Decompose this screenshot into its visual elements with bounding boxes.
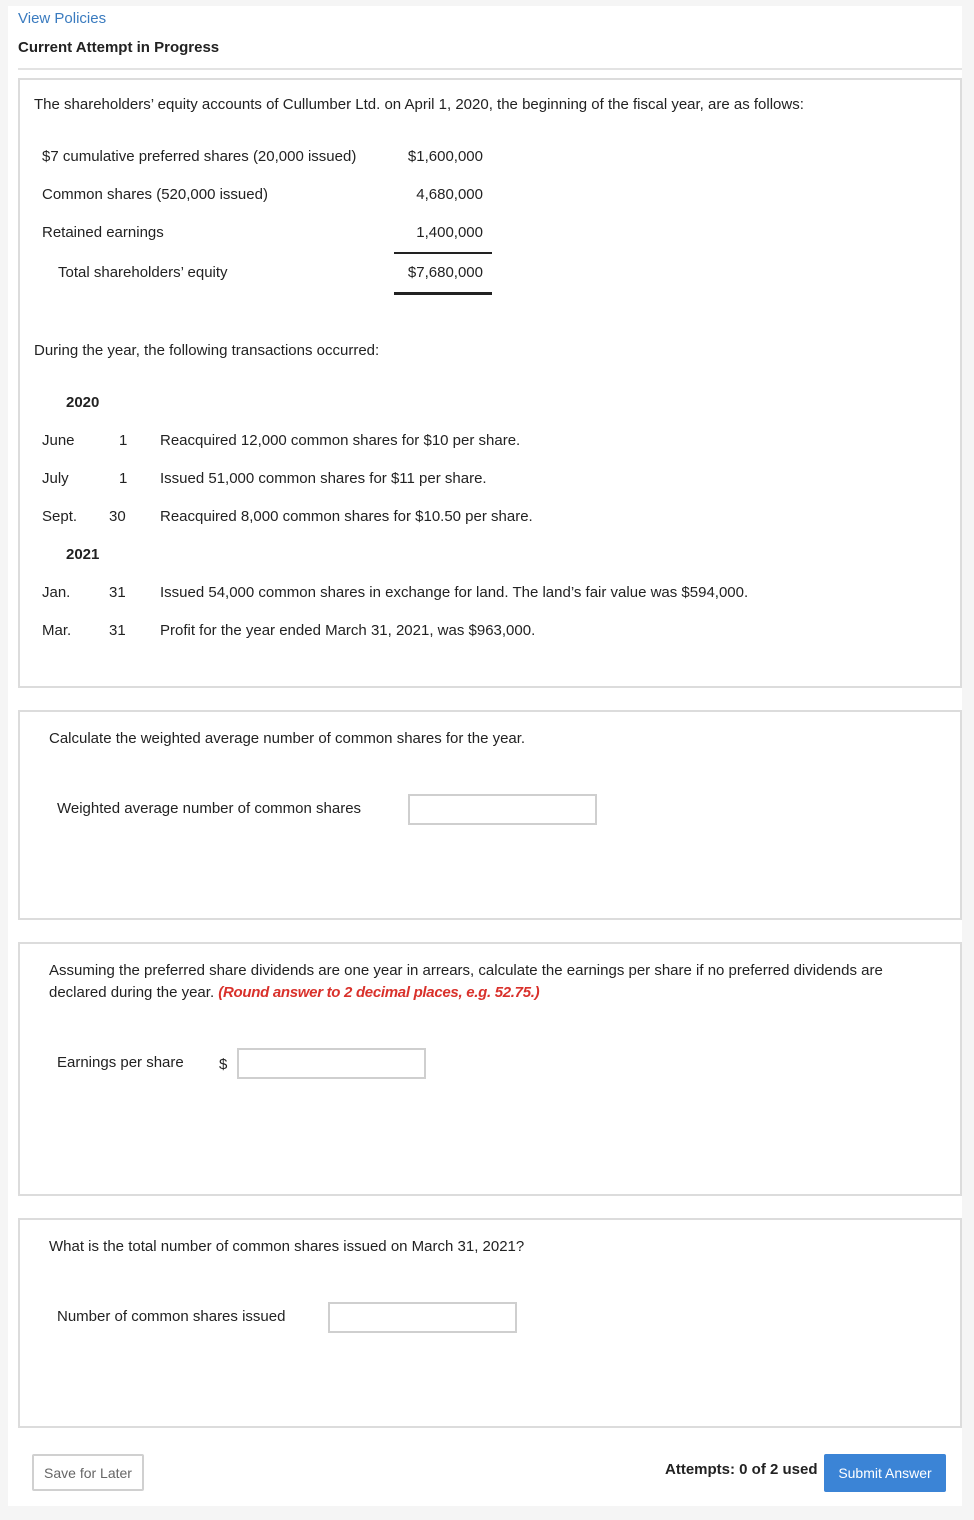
transaction-text: Issued 51,000 common shares for $11 per share. xyxy=(160,470,487,487)
transaction-day: 30 xyxy=(109,508,126,525)
year-heading: 2021 xyxy=(66,546,100,563)
equity-row-amount: 1,400,000 xyxy=(416,224,483,241)
earnings-per-share-input[interactable] xyxy=(237,1048,426,1079)
question-1-card xyxy=(18,710,962,920)
currency-symbol: $ xyxy=(219,1056,228,1073)
year-heading: 2020 xyxy=(66,394,100,411)
equity-row-amount: $1,600,000 xyxy=(407,148,483,165)
transactions-intro: During the year, the following transactions occurred: xyxy=(34,342,380,359)
equity-row-label: $7 cumulative preferred shares (20,000 issued) xyxy=(42,148,357,165)
question-3-text: What is the total number of common shares issued on March 31, 2021? xyxy=(49,1238,525,1255)
equity-total-label: Total shareholders’ equity xyxy=(58,264,228,281)
equity-row-label: Retained earnings xyxy=(42,224,164,241)
transaction-text: Reacquired 8,000 common shares for $10.50 per share. xyxy=(160,508,533,525)
equity-row-amount: 4,680,000 xyxy=(416,186,483,203)
equity-total-amount: $7,680,000 xyxy=(407,264,483,281)
subtotal-rule xyxy=(394,252,492,254)
transaction-month: Mar. xyxy=(42,622,72,639)
rounding-note: (Round answer to 2 decimal places, e.g. 52.75.) xyxy=(218,984,540,1001)
submit-answer-button[interactable]: Submit Answer xyxy=(824,1454,946,1492)
transaction-text: Issued 54,000 common shares in exchange for land. The land’s fair value was $594,000. xyxy=(160,584,749,601)
transaction-day: 31 xyxy=(109,622,126,639)
transaction-month: July xyxy=(42,470,69,487)
divider xyxy=(18,68,962,70)
transaction-text: Reacquired 12,000 common shares for $10 per share. xyxy=(160,432,521,449)
question-2-text-line2 xyxy=(49,984,539,1001)
question-2-text-line2-start: declared during the year. xyxy=(49,984,215,1001)
attempt-status: Current Attempt in Progress xyxy=(18,39,220,56)
problem-card xyxy=(18,78,962,688)
question-2-card xyxy=(18,942,962,1196)
weighted-average-label: Weighted average number of common shares xyxy=(57,800,362,817)
transaction-month: Jan. xyxy=(42,584,71,601)
equity-row-label: Common shares (520,000 issued) xyxy=(42,186,268,203)
transaction-day: 31 xyxy=(109,584,126,601)
transaction-month: Sept. xyxy=(42,508,78,525)
total-double-rule xyxy=(394,292,492,295)
transaction-text: Profit for the year ended March 31, 2021, was $963,000. xyxy=(160,622,536,639)
common-shares-issued-label: Number of common shares issued xyxy=(57,1308,286,1325)
transaction-month: June xyxy=(42,432,75,449)
question-1-text: Calculate the weighted average number of common shares for the year. xyxy=(49,730,526,747)
transaction-day: 1 xyxy=(119,470,128,487)
view-policies-link[interactable]: View Policies xyxy=(18,10,107,27)
question-3-card xyxy=(18,1218,962,1428)
common-shares-issued-input[interactable] xyxy=(328,1302,517,1333)
earnings-per-share-label: Earnings per share xyxy=(57,1054,184,1071)
attempts-counter: Attempts: 0 of 2 used xyxy=(665,1461,818,1478)
save-for-later-button[interactable]: Save for Later xyxy=(32,1454,144,1491)
problem-intro: The shareholders’ equity accounts of Cullumber Ltd. on April 1, 2020, the beginning of the fiscal year, are as follows: xyxy=(34,96,804,113)
question-2-text: Assuming the preferred share dividends are one year in arrears, calculate the earnings per share if no preferred dividends are xyxy=(49,962,883,979)
transaction-day: 1 xyxy=(119,432,128,449)
weighted-average-input[interactable] xyxy=(408,794,597,825)
